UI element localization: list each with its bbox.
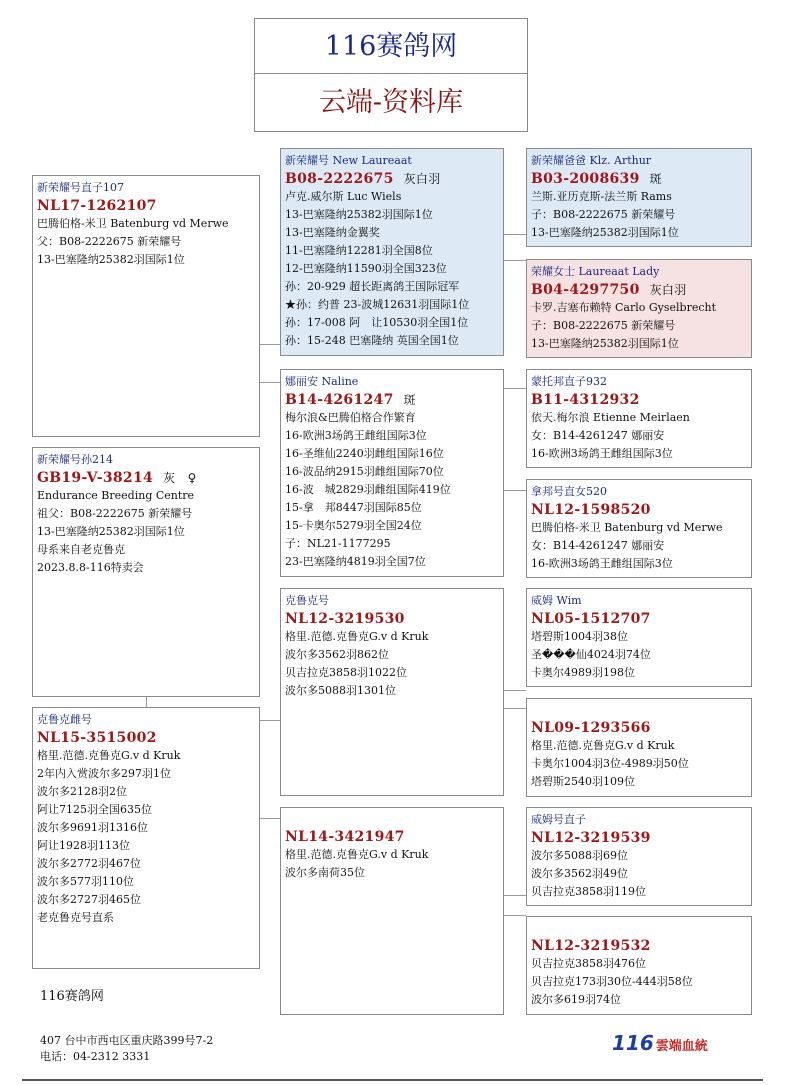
detail-line: 孙：15-248 巴塞隆纳 英国全国1位 [285,334,459,347]
detail-line: 波尔多2727羽465位 [37,893,141,906]
detail-line: 女：B14-4261247 娜丽安 [531,429,665,442]
detail-line: 梅尔浪&巴腾伯格合作繁育 [285,411,416,424]
ring-number: B08-2222675 灰白羽 [285,171,441,187]
pigeon-card-dam[interactable] [280,369,504,577]
detail-line: 阿让7125羽全国635位 [37,803,152,816]
detail-line: 11-巴塞隆纳12281羽全国8位 [285,244,433,257]
ring-number: NL14-3421947 [285,829,405,845]
detail-line: 波尔多3562羽862位 [285,648,389,661]
detail-line: 波尔多南荷35位 [285,866,365,879]
detail-line: 卡奥尔1004羽3位-4989羽50位 [531,757,689,770]
pigeon-card-g2[interactable] [526,259,752,358]
detail-line: 卢克.威尔斯 Luc Wiels [285,190,402,203]
pigeon-name: 蒙托邦直子932 [531,375,607,388]
ring-number: B14-4261247 斑 [285,392,416,408]
connector-sire [260,344,280,345]
connector-g6 [504,708,526,709]
pigeon-name: 荣耀女士 Laureaat Lady [531,265,660,278]
detail-line: 老克鲁克号直系 [37,911,114,924]
pigeon-card-g4[interactable] [526,479,752,578]
detail-line: 13-巴塞隆纳25382羽国际1位 [531,226,679,239]
connector-g8 [504,915,526,916]
ring-number: NL17-1262107 [37,198,157,214]
pigeon-card-g1[interactable] [526,148,752,247]
ring-number: NL05-1512707 [531,611,651,627]
detail-line: 贝吉拉克3858羽476位 [531,957,646,970]
detail-line: 父：B08-2222675 新荣耀号 [37,235,182,248]
detail-line: 依天.梅尔浪 Etienne Meirlaen [531,411,690,424]
detail-line: 13-巴塞隆纳25382羽国际1位 [285,208,433,221]
detail-line: 贝吉拉克3858羽119位 [531,885,646,898]
detail-line: 13-巴塞隆纳金翼奖 [285,226,380,239]
detail-line: 圣���仙4024羽74位 [531,648,651,661]
detail-line: 母系来自老克鲁克 [37,543,125,556]
detail-line: 巴腾伯格-米卫 Batenburg vd Merwe [531,521,723,534]
pigeon-card-subject[interactable] [32,175,260,437]
detail-line: 波尔多5088羽1301位 [285,684,396,697]
ring-number: NL12-3219532 [531,938,651,954]
detail-line: 兰斯.亚历克斯-法兰斯 Rams [531,190,672,203]
color-label: 斑 [403,393,416,407]
detail-line: 波尔多619羽74位 [531,993,621,1006]
color-label: 斑 [649,172,662,186]
detail-line: Endurance Breeding Centre [37,489,195,502]
detail-line: 16-圣维仙2240羽雌组国际16位 [285,447,444,460]
ring-number: B04-4297750 灰白羽 [531,282,687,298]
detail-line: 13-巴塞隆纳25382羽国际1位 [37,525,185,538]
detail-line: 波尔多3562羽49位 [531,867,628,880]
detail-line: 2023.8.8-116特卖会 [37,561,144,574]
connector-gs1 [260,720,280,721]
pigeon-card-kruk-son[interactable] [32,707,260,969]
pigeon-name: 克鲁克雌号 [37,713,92,726]
ring-number: NL15-3515002 [37,730,157,746]
pigeon-name: 娜丽安 Naline [285,375,359,388]
phone-line: 电话：04-2312 3331 [40,1050,151,1063]
connector-dam [260,382,280,383]
detail-line: 16-欧洲3场鸽王雌组国际3位 [531,447,673,460]
detail-line: 16-欧洲3场鸽王雌组国际3位 [285,429,427,442]
detail-line: 12-巴塞隆纳11590羽全国323位 [285,262,447,275]
detail-line: 女：B14-4261247 娜丽安 [531,539,665,552]
detail-line: 卡奥尔4989羽198位 [531,666,635,679]
pigeon-card-g6[interactable] [526,698,752,797]
ring-number: B11-4312932 [531,392,640,408]
connector-g5 [504,690,526,691]
detail-line: 15-卡奥尔5279羽全国24位 [285,519,422,532]
detail-line: 波尔多2772羽467位 [37,857,141,870]
pigeon-card-g8[interactable] [526,916,752,1015]
cloud-bloodline-logo: 116 雲端血統 [612,1031,708,1055]
detail-line: ★孙：约普 23-波城12631羽国际1位 [285,298,470,311]
detail-line: 塔碧斯1004羽38位 [531,630,628,643]
detail-line: 格里.范德.克鲁克G.v d Kruk [285,848,429,861]
detail-line: 波尔多577羽110位 [37,875,134,888]
pigeon-card-g5[interactable] [526,588,752,687]
detail-line: 贝吉拉克3858羽1022位 [285,666,407,679]
pigeon-card-dam-line[interactable] [32,447,260,697]
connector-g1 [504,234,526,235]
connector-g7 [504,895,526,896]
color-label: 灰白羽 [649,283,687,297]
detail-line: 格里.范德.克鲁克G.v d Kruk [285,630,429,643]
detail-line: 阿让1928羽113位 [37,839,130,852]
color-label: 灰 ♀ [163,471,197,485]
pigeon-card-gs1[interactable] [280,588,504,796]
detail-line: 16-波 城2829羽雌组国际419位 [285,483,451,496]
address-line: 407 台中市西屯区重庆路399号7-2 [40,1034,214,1047]
ring-number: GB19-V-38214 灰 ♀ [37,470,197,486]
pigeon-name: 威姆 Wim [531,594,582,607]
detail-line: 23-巴塞隆纳4819羽全国7位 [285,555,426,568]
detail-line: 卡罗.吉塞布赖特 Carlo Gyselbrecht [531,301,717,314]
detail-line: 巴腾伯格-米卫 Batenburg vd Merwe [37,217,229,230]
detail-line: 13-巴塞隆纳25382羽国际1位 [37,253,185,266]
detail-line: 16-欧洲3场鸽王雌组国际3位 [531,557,673,570]
detail-line: 格里.范德.克鲁克G.v d Kruk [37,749,181,762]
connector-gs2 [260,818,280,819]
color-label: 灰白羽 [403,172,441,186]
detail-line: 15-拿 邦8447羽国际85位 [285,501,422,514]
detail-line: 贝吉拉克173羽30位-444羽58位 [531,975,693,988]
pigeon-name: 新荣耀爸爸 Klz. Arthur [531,154,652,167]
detail-line: 16-波品纳2915羽雌组国际70位 [285,465,444,478]
ring-number: B03-2008639 斑 [531,171,662,187]
detail-line: 2年内入赏波尔多297羽1位 [37,767,171,780]
pigeon-name: 新荣耀号 New Laureaat [285,154,412,167]
pigeon-name: 威姆号直子 [531,813,586,826]
detail-line: 祖父：B08-2222675 新荣耀号 [37,507,193,520]
pigeon-card-sire[interactable] [280,148,504,356]
connector-g4 [504,490,526,491]
pigeon-card-g7[interactable] [526,807,752,906]
pigeon-name: 新荣耀号直子107 [37,181,124,194]
ring-number: NL12-1598520 [531,502,651,518]
ring-number: NL09-1293566 [531,720,651,736]
pigeon-name: 新荣耀号孙214 [37,453,113,466]
detail-line: 孙：20-929 超长距离鸽王国际冠军 [285,280,460,293]
pigeon-card-g3[interactable] [526,369,752,468]
connector-vertical [146,697,147,707]
page-subtitle: 云端-资料库 [254,74,528,132]
connector-g2 [504,260,526,261]
ring-number: NL12-3219530 [285,611,405,627]
detail-line: 子：B08-2222675 新荣耀号 [531,319,676,332]
detail-line: 子：B08-2222675 新荣耀号 [531,208,676,221]
pigeon-name: 拿邦号直女520 [531,485,607,498]
divider [22,1079,763,1081]
detail-line: 13-巴塞隆纳25382羽国际1位 [531,337,679,350]
detail-line: 孙：17-008 阿 让10530羽全国1位 [285,316,469,329]
pigeon-name: 克鲁克号 [285,594,329,607]
detail-line: 塔碧斯2540羽109位 [531,775,635,788]
detail-line: 波尔多2128羽2位 [37,785,127,798]
detail-line: 波尔多9691羽1316位 [37,821,148,834]
connector-g3 [504,388,526,389]
footer-address [40,1033,213,1065]
pigeon-card-gs2[interactable] [280,807,504,1015]
page-title: 116赛鸽网 [254,18,528,74]
detail-line: 格里.范德.克鲁克G.v d Kruk [531,739,675,752]
detail-line: 子：NL21-1177295 [285,537,391,550]
ring-number: NL12-3219539 [531,830,651,846]
detail-line: 波尔多5088羽69位 [531,849,628,862]
footer-brand: 116赛鸽网 [40,989,104,1004]
